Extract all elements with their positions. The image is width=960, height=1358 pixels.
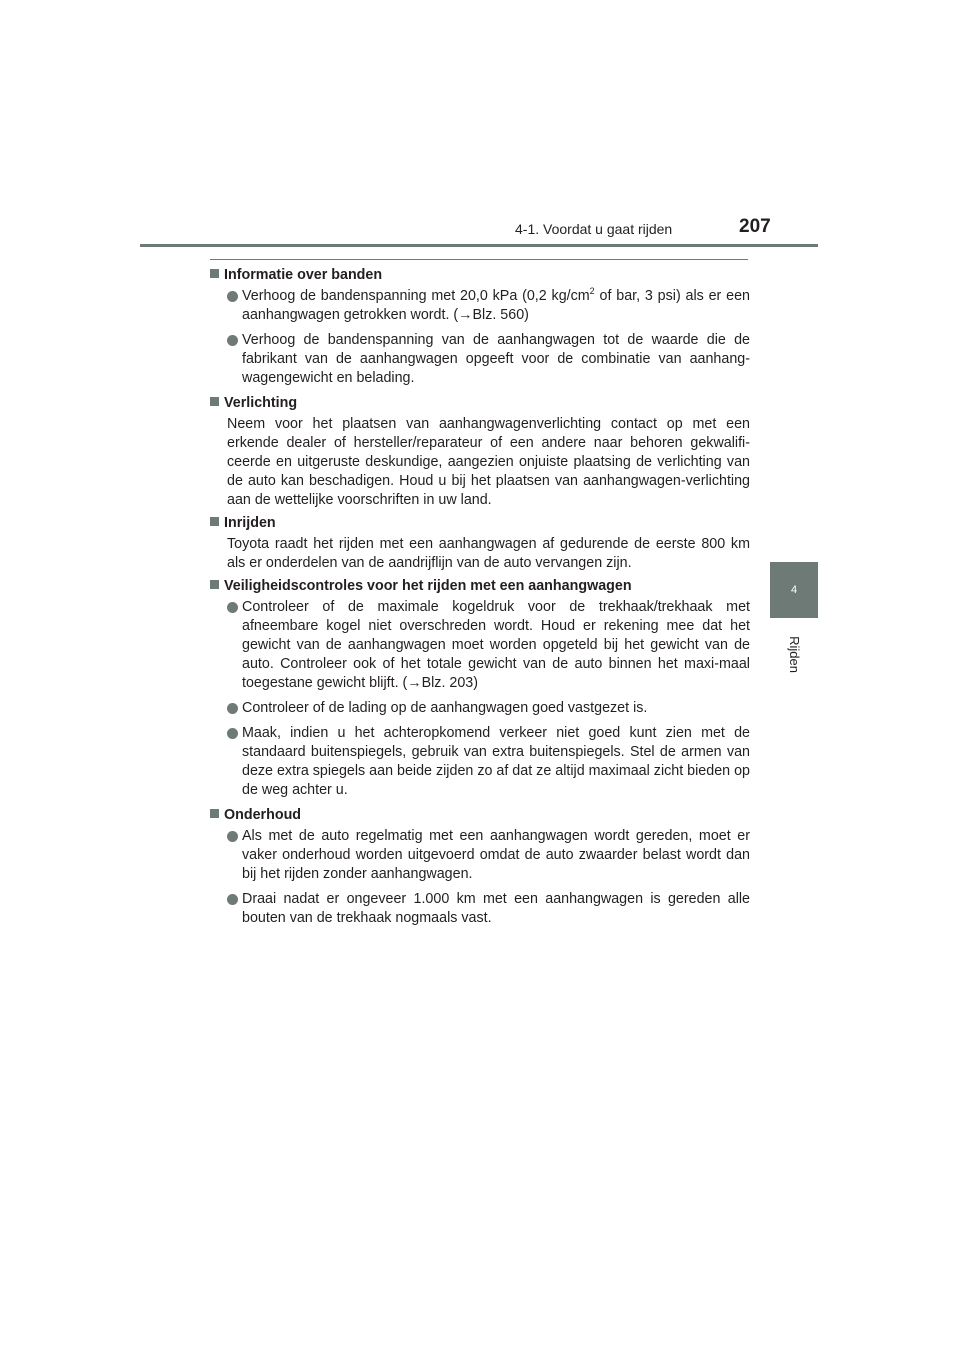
heading-text: Veiligheidscontroles voor het rijden met een aanhangwagen (224, 578, 632, 594)
section-tyres (210, 266, 750, 388)
list-item (227, 699, 750, 718)
list-item (227, 827, 750, 884)
circle-bullet-icon (227, 831, 238, 842)
section-heading (210, 394, 750, 413)
section-heading (210, 514, 750, 533)
paragraph: Neem voor het plaatsen van aanhangwagenverlichting contact op met een erkende dealer of hersteller/reparateur of een andere naar behoren gekwalifi-ceerde en uitgeruste deskundige, aangezien onjuiste plaatsing de verlichting van de auto kan beschadigen. Houd u bij het plaatsen van aanhangwagen-verlichting aan de wettelijke voorschriften in uw land. (227, 416, 750, 508)
square-bullet-icon (210, 397, 219, 406)
bullet-text-part: of bar, 3 psi) als er een aanhangwagen getrokken wordt. (→Blz. 560) (242, 288, 750, 323)
bullet-text (242, 287, 750, 325)
chapter-tab (770, 562, 818, 618)
section-heading (210, 266, 750, 285)
square-bullet-icon (210, 580, 219, 589)
bullet-text: Controleer of de lading op de aanhangwagen goed vastgezet is. (242, 700, 648, 716)
circle-bullet-icon (227, 728, 238, 739)
heading-text: Informatie over banden (224, 267, 383, 283)
section-title: 4-1. Voordat u gaat rijden (515, 221, 673, 237)
page-number: 207 (739, 216, 771, 237)
heading-text: Onderhoud (224, 807, 302, 823)
section-heading (210, 806, 750, 825)
heading-text: Inrijden (224, 515, 276, 531)
square-bullet-icon (210, 809, 219, 818)
bullet-text: Verhoog de bandenspanning van de aanhangwagen tot de waarde die de fabrikant van de aanhangwagen opgeeft voor de combinatie van aanhang-wagengewicht en belading. (242, 332, 750, 386)
paragraph: Toyota raadt het rijden met een aanhangwagen af gedurende de eerste 800 km als er onderdelen van de aandrijflijn van de auto vervangen zijn. (227, 536, 750, 571)
bullet-text: Controleer of de maximale kogeldruk voor de trekhaak/trekhaak met afneembare kogel niet overschreden wordt. Houd er rekening mee dat het gewicht van de aanhangwagen moet worden opgeteld bij het gewicht van de auto. Controleer ook of het totale gewicht van de auto binnen het maxi-maal toegestane gewicht blijft. (→Blz. 203) (242, 599, 750, 691)
bullet-text: Maak, indien u het achteropkomend verkeer niet goed kunt zien met de standaard buitenspiegels, gebruik van extra buitenspiegels. Stel de armen van deze extra spiegels aan beide zijden zo af dat ze altijd maximaal zicht bieden op de weg achter u. (242, 725, 750, 798)
section-maintenance (210, 806, 750, 928)
square-bullet-icon (210, 517, 219, 526)
chapter-number: 4 (790, 584, 798, 596)
section-lighting (210, 394, 750, 510)
list-item (227, 890, 750, 928)
content-rule (210, 259, 748, 260)
superscript: 2 (589, 286, 595, 297)
circle-bullet-icon (227, 703, 238, 714)
section-running-in (210, 514, 750, 573)
circle-bullet-icon (227, 291, 238, 302)
bullet-text: Als met de auto regelmatig met een aanhangwagen wordt gereden, moet er vaker onderhoud worden uitgevoerd omdat de auto zwaarder belast wordt dan bij het rijden zonder aanhangwagen. (242, 828, 750, 882)
heading-text: Verlichting (224, 395, 298, 411)
list-item (227, 724, 750, 800)
header-rule (140, 244, 818, 247)
list-item (227, 331, 750, 388)
list-item (227, 598, 750, 693)
square-bullet-icon (210, 269, 219, 278)
section-safety-checks (210, 577, 750, 800)
bullet-text: Draai nadat er ongeveer 1.000 km met een aanhangwagen is gereden alle bouten van de trekhaak nogmaals vast. (242, 891, 750, 926)
chapter-label-container (770, 624, 818, 684)
circle-bullet-icon (227, 335, 238, 346)
section-heading (210, 577, 750, 596)
list-item (227, 287, 750, 325)
bullet-text-part: Verhoog de bandenspanning met 20,0 kPa (0,2 kg/cm (242, 288, 590, 304)
chapter-label: Rijden (786, 635, 802, 673)
circle-bullet-icon (227, 602, 238, 613)
page-content (210, 266, 750, 934)
circle-bullet-icon (227, 894, 238, 905)
